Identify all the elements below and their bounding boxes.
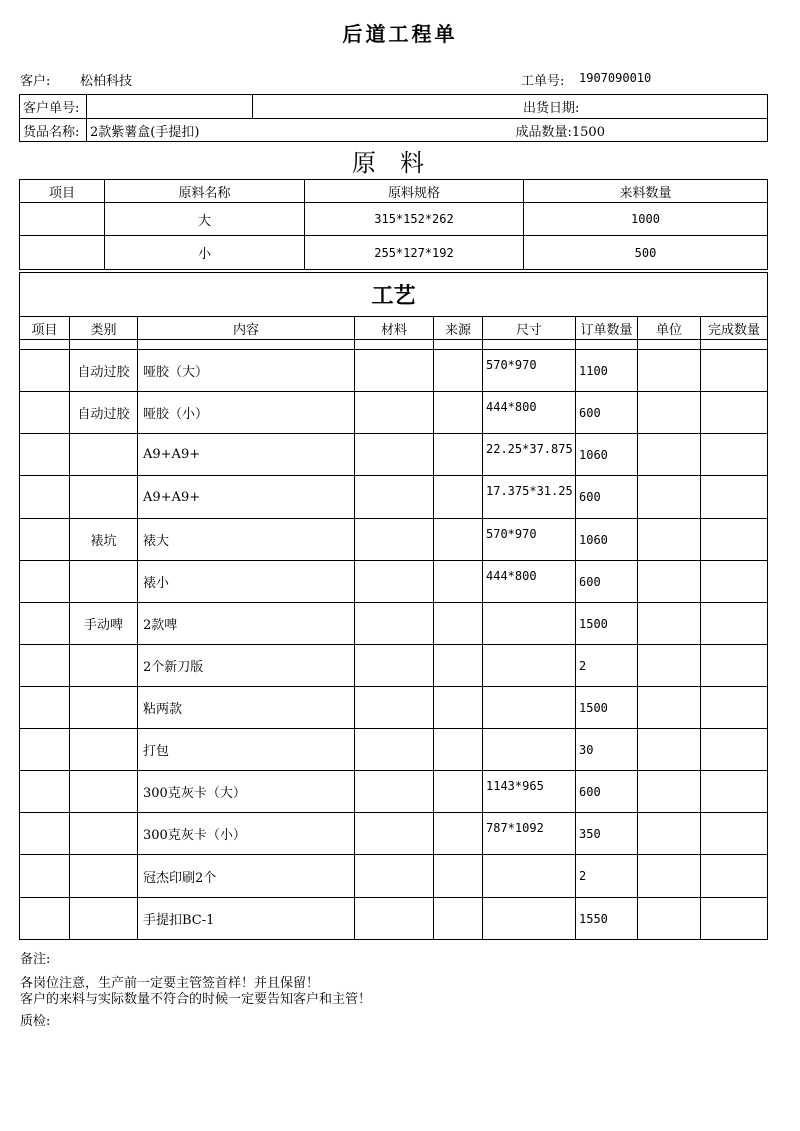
- header-info-table: [19, 94, 768, 142]
- craft-cell-order-qty: [576, 340, 638, 350]
- craft-cell-done-qty: [701, 392, 768, 434]
- craft-cell-content: 打包: [138, 729, 355, 771]
- craft-header-size: 尺寸: [483, 317, 576, 340]
- craft-cell-material: [355, 476, 434, 519]
- craft-cell-unit: [638, 729, 701, 771]
- table-row: [20, 203, 768, 236]
- craft-cell-size: 570*970: [483, 350, 576, 392]
- craft-cell-material: [355, 687, 434, 729]
- craft-cell-item: [20, 771, 70, 813]
- craft-cell-size: 22.25*37.875: [483, 434, 576, 476]
- note-2: 客户的来料与实际数量不符合的时候一定要告知客户和主管！: [20, 992, 372, 1007]
- craft-cell-content: 300克灰卡（大）: [138, 771, 355, 813]
- qty-label: 成品数量:1500: [516, 119, 768, 142]
- craft-cell-source: [434, 392, 483, 434]
- craft-table: [19, 272, 768, 940]
- craft-cell-source: [434, 340, 483, 350]
- cust-order-label: 客户单号:: [20, 95, 87, 119]
- customer-label: 客户:: [20, 74, 51, 89]
- craft-cell-size: 1143*965: [483, 771, 576, 813]
- craft-cell-source: [434, 603, 483, 645]
- table-row: [20, 236, 768, 270]
- craft-cell-material: [355, 603, 434, 645]
- craft-cell-source: [434, 898, 483, 940]
- craft-cell-category: [70, 729, 138, 771]
- craft-cell-order-qty: 30: [576, 729, 638, 771]
- raw-cell-name: 小: [105, 236, 305, 270]
- craft-cell-category: [70, 476, 138, 519]
- craft-cell-item: [20, 729, 70, 771]
- craft-cell-category: [70, 434, 138, 476]
- table-row: [20, 729, 768, 771]
- craft-cell-size: 570*970: [483, 519, 576, 561]
- craft-cell-item: [20, 476, 70, 519]
- craft-cell-content: 2个新刀版: [138, 645, 355, 687]
- craft-section-title: 工艺: [20, 273, 768, 317]
- craft-cell-source: [434, 771, 483, 813]
- craft-header-item: 项目: [20, 317, 70, 340]
- craft-cell-order-qty: 1060: [576, 519, 638, 561]
- craft-cell-source: [434, 476, 483, 519]
- craft-cell-category: 自动过胶: [70, 350, 138, 392]
- craft-cell-content: A9+A9+: [138, 476, 355, 519]
- craft-cell-size: [483, 687, 576, 729]
- craft-header-order-qty: 订单数量: [576, 317, 638, 340]
- table-row: [20, 771, 768, 813]
- craft-cell-source: [434, 855, 483, 898]
- craft-cell-done-qty: [701, 729, 768, 771]
- craft-cell-source: [434, 687, 483, 729]
- craft-cell-size: 17.375*31.25: [483, 476, 576, 519]
- craft-cell-category: [70, 645, 138, 687]
- craft-cell-content: 300克灰卡（小）: [138, 813, 355, 855]
- table-row: [20, 434, 768, 476]
- craft-header-category: 类别: [70, 317, 138, 340]
- craft-cell-unit: [638, 645, 701, 687]
- craft-cell-order-qty: 600: [576, 561, 638, 603]
- craft-cell-done-qty: [701, 434, 768, 476]
- craft-cell-size: [483, 898, 576, 940]
- page-title: 后道工程单: [342, 22, 458, 46]
- craft-cell-order-qty: 1550: [576, 898, 638, 940]
- craft-cell-material: [355, 519, 434, 561]
- table-row: [20, 519, 768, 561]
- craft-cell-unit: [638, 476, 701, 519]
- table-row: [20, 898, 768, 940]
- craft-header-source: 来源: [434, 317, 483, 340]
- note-1: 各岗位注意，生产前一定要主管签首样！并且保留！: [20, 976, 320, 991]
- table-row: [20, 813, 768, 855]
- raw-header-item: 项目: [20, 180, 105, 203]
- table-row: [20, 476, 768, 519]
- craft-cell-content: 哑胶（大）: [138, 350, 355, 392]
- craft-cell-content: A9+A9+: [138, 434, 355, 476]
- craft-cell-content: 裱小: [138, 561, 355, 603]
- craft-cell-size: [483, 603, 576, 645]
- raw-cell-item: [20, 203, 105, 236]
- craft-cell-material: [355, 392, 434, 434]
- table-row: [20, 603, 768, 645]
- craft-cell-done-qty: [701, 340, 768, 350]
- craft-cell-order-qty: 1100: [576, 350, 638, 392]
- craft-cell-source: [434, 645, 483, 687]
- craft-cell-done-qty: [701, 687, 768, 729]
- craft-cell-material: [355, 350, 434, 392]
- craft-header-content: 内容: [138, 317, 355, 340]
- raw-cell-qty: 500: [524, 236, 768, 270]
- craft-cell-item: [20, 687, 70, 729]
- raw-cell-name: 大: [105, 203, 305, 236]
- craft-cell-order-qty: 2: [576, 855, 638, 898]
- craft-cell-order-qty: 600: [576, 771, 638, 813]
- craft-cell-content: 冠杰印刷2个: [138, 855, 355, 898]
- raw-header-qty: 来料数量: [524, 180, 768, 203]
- craft-cell-done-qty: [701, 519, 768, 561]
- craft-cell-order-qty: 1500: [576, 603, 638, 645]
- craft-cell-item: [20, 855, 70, 898]
- craft-cell-category: [70, 898, 138, 940]
- craft-header-material: 材料: [355, 317, 434, 340]
- craft-cell-category: 手动啤: [70, 603, 138, 645]
- craft-cell-order-qty: 350: [576, 813, 638, 855]
- table-row: [20, 340, 768, 350]
- craft-cell-unit: [638, 687, 701, 729]
- craft-cell-unit: [638, 392, 701, 434]
- raw-cell-spec: 255*127*192: [305, 236, 524, 270]
- craft-cell-unit: [638, 434, 701, 476]
- craft-cell-done-qty: [701, 813, 768, 855]
- craft-cell-item: [20, 813, 70, 855]
- craft-header-done-qty: 完成数量: [701, 317, 768, 340]
- craft-cell-order-qty: 1060: [576, 434, 638, 476]
- table-row: [20, 392, 768, 434]
- goods-label: 货品名称:: [20, 119, 87, 142]
- raw-materials-table: [19, 179, 768, 270]
- craft-cell-content: 2款啤: [138, 603, 355, 645]
- craft-cell-size: [483, 340, 576, 350]
- cust-order-value: [87, 95, 253, 119]
- craft-cell-material: [355, 434, 434, 476]
- craft-cell-content: [138, 340, 355, 350]
- qc-label: 质检:: [20, 1014, 51, 1029]
- craft-cell-material: [355, 771, 434, 813]
- craft-cell-done-qty: [701, 350, 768, 392]
- craft-cell-material: [355, 898, 434, 940]
- craft-cell-unit: [638, 855, 701, 898]
- craft-header-unit: 单位: [638, 317, 701, 340]
- craft-cell-source: [434, 350, 483, 392]
- craft-cell-category: 自动过胶: [70, 392, 138, 434]
- craft-cell-category: [70, 813, 138, 855]
- raw-header-name: 原料名称: [105, 180, 305, 203]
- craft-cell-category: [70, 771, 138, 813]
- raw-section-title: 原料: [352, 149, 448, 177]
- craft-cell-unit: [638, 519, 701, 561]
- craft-cell-item: [20, 340, 70, 350]
- table-row: [20, 350, 768, 392]
- craft-cell-item: [20, 645, 70, 687]
- craft-cell-material: [355, 855, 434, 898]
- craft-cell-content: 裱大: [138, 519, 355, 561]
- craft-cell-source: [434, 519, 483, 561]
- customer-value: 松柏科技: [80, 74, 133, 89]
- craft-cell-done-qty: [701, 603, 768, 645]
- craft-cell-order-qty: 600: [576, 392, 638, 434]
- craft-cell-category: [70, 561, 138, 603]
- craft-cell-size: [483, 729, 576, 771]
- craft-cell-category: [70, 687, 138, 729]
- craft-cell-order-qty: 2: [576, 645, 638, 687]
- craft-cell-item: [20, 603, 70, 645]
- craft-cell-source: [434, 434, 483, 476]
- raw-cell-item: [20, 236, 105, 270]
- craft-cell-content: 粘两款: [138, 687, 355, 729]
- craft-cell-done-qty: [701, 855, 768, 898]
- order-no-value: 1907090010: [579, 71, 652, 85]
- craft-cell-category: [70, 340, 138, 350]
- craft-cell-unit: [638, 561, 701, 603]
- craft-cell-item: [20, 519, 70, 561]
- craft-cell-material: [355, 645, 434, 687]
- raw-cell-spec: 315*152*262: [305, 203, 524, 236]
- craft-cell-done-qty: [701, 771, 768, 813]
- craft-cell-item: [20, 392, 70, 434]
- table-row: [20, 687, 768, 729]
- craft-cell-item: [20, 350, 70, 392]
- craft-cell-content: 手提扣BC-1: [138, 898, 355, 940]
- craft-cell-order-qty: 1500: [576, 687, 638, 729]
- craft-cell-unit: [638, 813, 701, 855]
- craft-cell-content: 哑胶（小）: [138, 392, 355, 434]
- craft-cell-category: 裱坑: [70, 519, 138, 561]
- craft-cell-unit: [638, 898, 701, 940]
- craft-cell-item: [20, 561, 70, 603]
- craft-cell-source: [434, 561, 483, 603]
- goods-value: 2款紫薯盒(手提扣): [87, 119, 516, 142]
- craft-cell-material: [355, 729, 434, 771]
- table-row: [20, 645, 768, 687]
- table-row: [20, 855, 768, 898]
- craft-cell-material: [355, 561, 434, 603]
- craft-cell-unit: [638, 771, 701, 813]
- craft-cell-source: [434, 813, 483, 855]
- craft-cell-size: 444*800: [483, 392, 576, 434]
- craft-cell-order-qty: 600: [576, 476, 638, 519]
- craft-cell-size: 444*800: [483, 561, 576, 603]
- craft-cell-material: [355, 340, 434, 350]
- craft-cell-done-qty: [701, 898, 768, 940]
- craft-cell-item: [20, 898, 70, 940]
- craft-cell-category: [70, 855, 138, 898]
- order-no-label: 工单号:: [521, 74, 565, 89]
- craft-cell-material: [355, 813, 434, 855]
- raw-header-spec: 原料规格: [305, 180, 524, 203]
- ship-date-label: 出货日期:: [253, 95, 768, 119]
- raw-cell-qty: 1000: [524, 203, 768, 236]
- craft-cell-item: [20, 434, 70, 476]
- craft-cell-unit: [638, 350, 701, 392]
- table-row: [20, 561, 768, 603]
- craft-cell-done-qty: [701, 561, 768, 603]
- craft-cell-size: [483, 855, 576, 898]
- remark-label: 备注:: [20, 952, 51, 967]
- craft-cell-done-qty: [701, 476, 768, 519]
- craft-cell-unit: [638, 340, 701, 350]
- craft-cell-unit: [638, 603, 701, 645]
- craft-cell-done-qty: [701, 645, 768, 687]
- craft-cell-source: [434, 729, 483, 771]
- craft-cell-size: [483, 645, 576, 687]
- craft-cell-size: 787*1092: [483, 813, 576, 855]
